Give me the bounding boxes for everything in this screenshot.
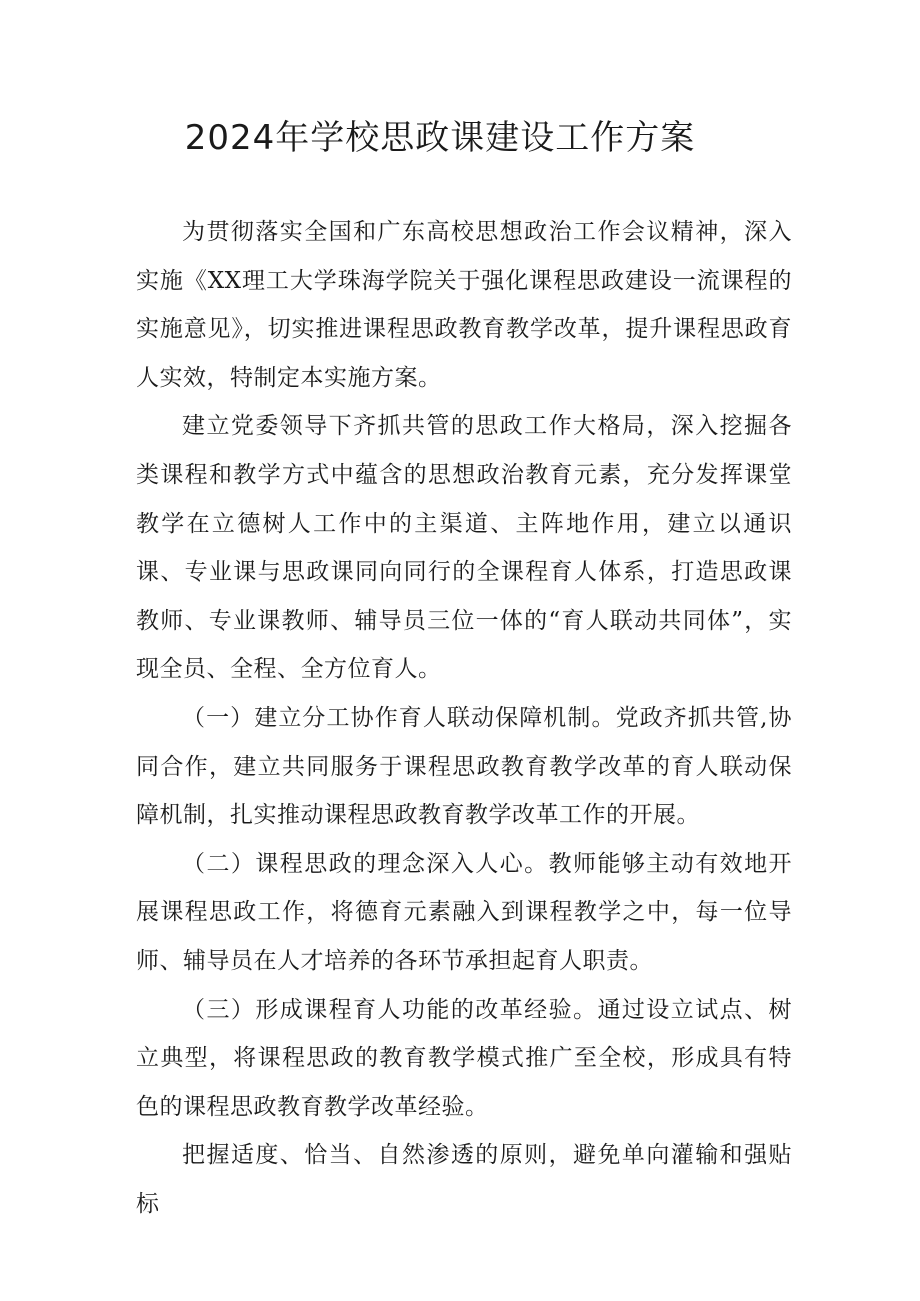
document-title: 2024年学校思政课建设工作方案 bbox=[184, 118, 696, 158]
paragraph-item-1: （一）建立分工协作育人联动保障机制。党政齐抓共管,协同合作，建立共同服务于课程思政教育教学改革的育人联动保障机制，扎实推动课程思政教育教学改革工作的开展。 bbox=[136, 704, 792, 829]
paragraph-intro: 为贯彻落实全国和广东高校思想政治工作会议精神，深入实施《XX理工大学珠海学院关于强化课程思政建设一流课程的实施意见》，切实推进课程思政教育教学改革，提升课程思政育人实效，特制定本实施方案。 bbox=[136, 219, 792, 391]
paragraph-item-2: （二）课程思政的理念深入人心。教师能够主动有效地开展课程思政工作，将德育元素融入到课程教学之中，每一位导师、辅导员在人才培养的各环节承担起育人职责。 bbox=[136, 850, 792, 974]
paragraph-principle: 把握适度、恰当、自然渗透的原则，避免单向灌输和强贴标 bbox=[136, 1142, 792, 1217]
document-body bbox=[136, 208, 792, 1228]
paragraph-item-3: （三）形成课程育人功能的改革经验。通过设立试点、树立典型，将课程思政的教育教学模式推广至全校，形成具有特色的课程思政教育教学改革经验。 bbox=[136, 996, 792, 1120]
paragraph-overview: 建立党委领导下齐抓共管的思政工作大格局，深入挖掘各类课程和教学方式中蕴含的思想政治教育元素，充分发挥课堂教学在立德树人工作中的主渠道、主阵地作用，建立以通识课、专业课与思政课同向同行的全课程育人体系，打造思政课教师、专业课教师、辅导员三位一体的“育人联动共同体”，实现全员、全程、全方位育人。 bbox=[136, 413, 792, 683]
